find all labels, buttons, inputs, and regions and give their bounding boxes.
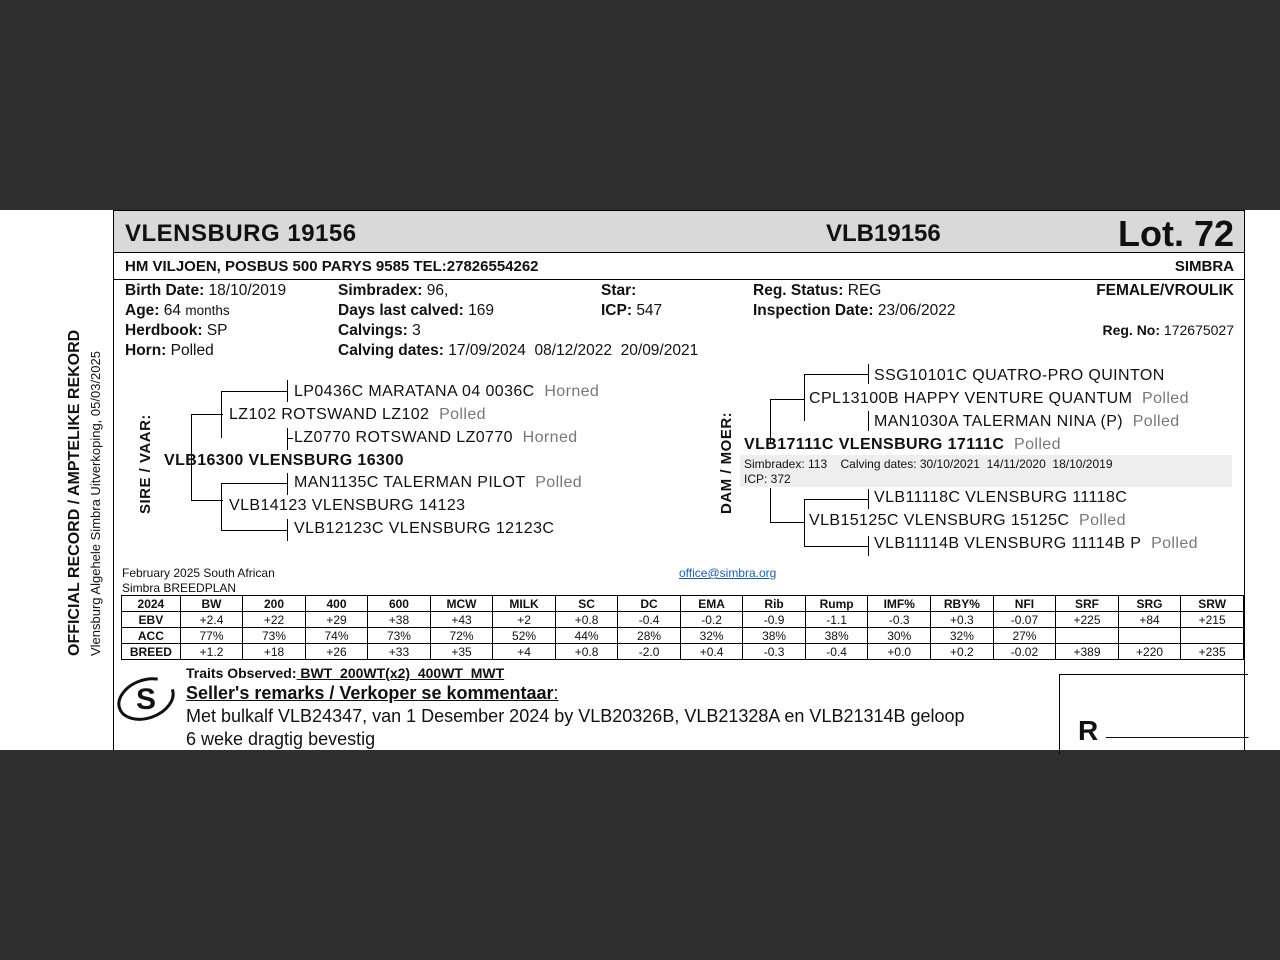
traits-observed: Traits Observed: BWT 200WT(x2) 400WT MWT xyxy=(186,665,505,681)
ebv-cell: 38% xyxy=(805,628,868,644)
birth-date: Birth Date: 18/10/2019 xyxy=(125,282,287,299)
ebv-cell: ACC xyxy=(122,628,181,644)
ebv-cell: +2 xyxy=(493,612,556,628)
sire-dam-sire: MAN1135C TALERMAN PILOT Polled xyxy=(294,474,583,491)
ebv-row xyxy=(122,612,1244,628)
ebv-cell: -0.9 xyxy=(743,612,805,628)
ebv-cell: +18 xyxy=(243,644,305,660)
ebv-col-6: MILK xyxy=(493,596,556,612)
ebv-cell: 44% xyxy=(555,628,617,644)
ebv-cell xyxy=(1181,628,1244,644)
ebv-col-5: MCW xyxy=(430,596,493,612)
ebv-col-12: IMF% xyxy=(868,596,931,612)
ebv-header-row xyxy=(122,596,1244,612)
ebv-col-10: Rib xyxy=(743,596,805,612)
ebv-cell: 32% xyxy=(680,628,743,644)
ebv-cell: +215 xyxy=(1181,612,1244,628)
ebv-cell: 27% xyxy=(993,628,1056,644)
ebv-cell: +33 xyxy=(368,644,430,660)
ebv-cell: 38% xyxy=(743,628,805,644)
side-panel xyxy=(0,210,112,750)
dam-dam: VLB15125C VLENSBURG 15125C Polled xyxy=(809,512,1126,529)
ebv-cell: 30% xyxy=(868,628,931,644)
ebv-col-13: RBY% xyxy=(931,596,994,612)
header-bar xyxy=(114,210,1244,253)
dam-name: VLB17111C VLENSBURG 17111C Polled xyxy=(744,436,1061,453)
ebv-cell: +0.8 xyxy=(555,644,617,660)
ebv-col-7: SC xyxy=(555,596,617,612)
ebv-cell: +0.0 xyxy=(868,644,931,660)
ebv-cell: -0.02 xyxy=(993,644,1056,660)
simbra-logo-icon xyxy=(116,676,176,722)
dam-dam-dam: VLB11114B VLENSBURG 11114B P Polled xyxy=(874,535,1198,552)
days-last-calved: Days last calved: 169 xyxy=(338,302,494,319)
ebv-cell: +4 xyxy=(493,644,556,660)
ebv-cell: +84 xyxy=(1118,612,1181,628)
dam-sire-dam: MAN1030A TALERMAN NINA (P) Polled xyxy=(874,413,1180,430)
reg-status: Reg. Status: REG xyxy=(753,282,882,299)
age: Age: 64 months xyxy=(125,302,230,319)
reg-number: Reg. No: 172675027 xyxy=(1102,322,1234,338)
ebv-cell: +0.4 xyxy=(680,644,743,660)
ebv-cell: 52% xyxy=(493,628,556,644)
ebv-cell: 74% xyxy=(305,628,367,644)
sire-name: VLB16300 VLENSBURG 16300 xyxy=(164,452,404,469)
email-link[interactable]: office@simbra.org xyxy=(679,566,777,580)
ebv-cell: -0.2 xyxy=(680,612,743,628)
dam-details xyxy=(740,455,1232,487)
calving-dates: Calving dates: 17/09/2024 08/12/2022 20/09/2021 xyxy=(338,342,699,359)
sex: FEMALE/VROULIK xyxy=(1096,282,1234,299)
breedplan-label-line1: February 2025 South African xyxy=(122,566,275,580)
auction-subtitle: Vlensburg Algehele Simbra Uitverkoping, 05/03/2025 xyxy=(88,351,103,656)
dam-icp: ICP: 372 xyxy=(744,472,791,486)
ebv-col-16: SRG xyxy=(1118,596,1181,612)
ebv-cell: -0.4 xyxy=(805,644,868,660)
dam-dam-sire: VLB11118C VLENSBURG 11118C xyxy=(874,489,1128,506)
ebv-cell: -0.3 xyxy=(743,644,805,660)
price-box xyxy=(1059,674,1248,754)
ebv-cell: +38 xyxy=(368,612,430,628)
owner-details: HM VILJOEN, POSBUS 500 PARYS 9585 TEL:27826554262 xyxy=(125,258,539,275)
sire-label: SIRE / VAAR: xyxy=(137,414,154,514)
sire-sire-sire: LP0436C MARATANA 04 0036C Horned xyxy=(294,383,600,400)
ebv-cell: -0.07 xyxy=(993,612,1056,628)
remarks-line2: 6 weke dragtig bevestig xyxy=(186,729,376,749)
ebv-cell: +220 xyxy=(1118,644,1181,660)
ebv-cell: EBV xyxy=(122,612,181,628)
ebv-cell: -0.4 xyxy=(618,612,680,628)
ebv-col-15: SRF xyxy=(1056,596,1119,612)
ebv-cell: BREED xyxy=(122,644,181,660)
sire-dam: VLB14123 VLENSBURG 14123 xyxy=(229,497,466,514)
ebv-col-14: NFI xyxy=(993,596,1056,612)
remarks-title: Seller's remarks / Verkoper se kommentaar: xyxy=(186,683,559,703)
animal-name: VLENSBURG 19156 xyxy=(125,220,357,247)
ebv-cell: 73% xyxy=(243,628,305,644)
ebv-cell: +389 xyxy=(1056,644,1119,660)
ebv-cell: +26 xyxy=(305,644,367,660)
ebv-cell: +235 xyxy=(1181,644,1244,660)
animal-code: VLB19156 xyxy=(826,220,941,247)
ebv-col-17: SRW xyxy=(1181,596,1244,612)
ebv-cell: +0.3 xyxy=(931,612,994,628)
ebv-cell: 28% xyxy=(618,628,680,644)
horn-status: Horn: Polled xyxy=(125,342,214,359)
ebv-cell xyxy=(1056,628,1119,644)
dam-label: DAM / MOER: xyxy=(718,411,735,514)
ebv-cell: +0.8 xyxy=(555,612,617,628)
ebv-cell: 77% xyxy=(180,628,242,644)
lot-card xyxy=(0,210,1280,750)
remarks-line1: Met bulkalf VLB24347, van 1 Desember 2024 by VLB20326B, VLB21328A en VLB21314B geloop xyxy=(186,706,965,726)
dam-simbradex-calving: Simbradex: 113 Calving dates: 30/10/2021 14/11/2020 18/10/2019 xyxy=(744,457,1113,471)
ebv-table xyxy=(121,595,1244,660)
ebv-cell: 72% xyxy=(430,628,493,644)
dam-sire-sire: SSG10101C QUATRO-PRO QUINTON xyxy=(874,367,1165,384)
ebv-cell xyxy=(1118,628,1181,644)
ebv-row xyxy=(122,628,1244,644)
ebv-col-1: BW xyxy=(180,596,242,612)
ebv-col-4: 600 xyxy=(368,596,430,612)
ebv-col-11: Rump xyxy=(805,596,868,612)
ebv-cell: 73% xyxy=(368,628,430,644)
herdbook: Herdbook: SP xyxy=(125,322,228,339)
lot-number: Lot. 72 xyxy=(1117,213,1234,254)
ebv-cell: +35 xyxy=(430,644,493,660)
price-currency: R xyxy=(1078,715,1099,746)
ebv-col-2: 200 xyxy=(243,596,305,612)
sire-sire: LZ102 ROTSWAND LZ102 Polled xyxy=(229,406,486,423)
ebv-col-9: EMA xyxy=(680,596,743,612)
ebv-cell: -1.1 xyxy=(805,612,868,628)
ebv-cell: -0.3 xyxy=(868,612,931,628)
logo-letter: S xyxy=(135,683,157,716)
dam-sire: CPL13100B HAPPY VENTURE QUANTUM Polled xyxy=(809,390,1189,407)
official-record-label: OFFICIAL RECORD / AMPTELIKE REKORD xyxy=(66,329,83,656)
sire-sire-dam: LZ0770 ROTSWAND LZ0770 Horned xyxy=(294,429,578,446)
icp: ICP: 547 xyxy=(601,302,663,319)
ebv-row xyxy=(122,644,1244,660)
inspection-date: Inspection Date: 23/06/2022 xyxy=(753,302,956,319)
ebv-cell: -2.0 xyxy=(618,644,680,660)
breed-name: SIMBRA xyxy=(1174,258,1234,275)
owner-row xyxy=(114,253,1244,280)
remarks-text xyxy=(186,705,1046,751)
ebv-cell: +225 xyxy=(1056,612,1119,628)
breedplan-label xyxy=(122,566,275,596)
star: Star: xyxy=(601,282,637,299)
simbradex: Simbradex: 96, xyxy=(338,282,449,299)
calvings: Calvings: 3 xyxy=(338,322,421,339)
sire-dam-dam: VLB12123C VLENSBURG 12123C xyxy=(294,520,555,537)
ebv-col-0: 2024 xyxy=(122,596,181,612)
ebv-cell: +0.2 xyxy=(931,644,994,660)
ebv-col-3: 400 xyxy=(305,596,367,612)
ebv-cell: +29 xyxy=(305,612,367,628)
ebv-col-8: DC xyxy=(618,596,680,612)
ebv-cell: +22 xyxy=(243,612,305,628)
breedplan-label-line2: Simbra BREEDPLAN xyxy=(122,581,237,595)
ebv-cell: +1.2 xyxy=(180,644,242,660)
ebv-cell: 32% xyxy=(931,628,994,644)
ebv-cell: +2.4 xyxy=(180,612,242,628)
ebv-cell: +43 xyxy=(430,612,493,628)
price-field[interactable]: ________________ xyxy=(1106,722,1249,739)
record-frame xyxy=(113,210,1249,750)
